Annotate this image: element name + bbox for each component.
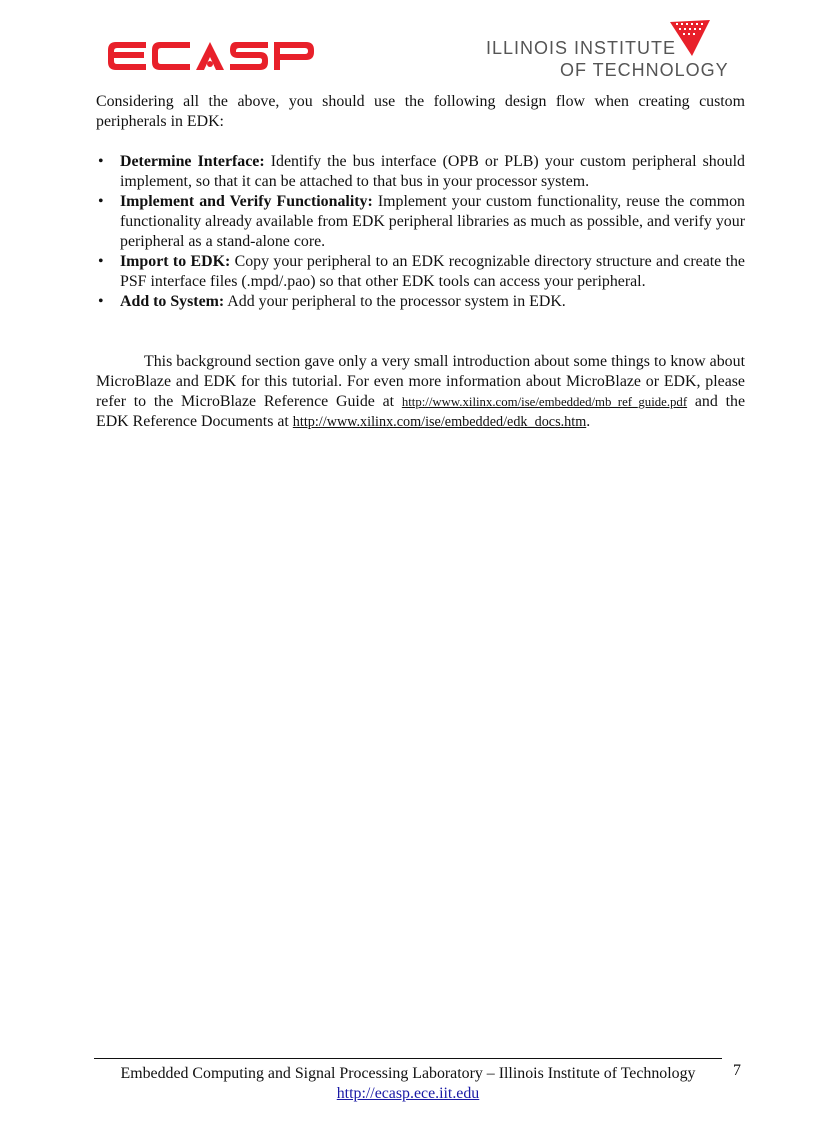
footer-divider — [94, 1058, 722, 1059]
summary-paragraph — [96, 352, 745, 432]
intro-paragraph: Considering all the above, you should use the following design flow when creating custom peripherals in EDK: — [96, 93, 745, 130]
footer-website-link[interactable]: http://ecasp.ece.iit.edu — [336, 1085, 480, 1102]
footer-link-wrap — [94, 1084, 722, 1104]
summary-text-3: . — [586, 413, 591, 430]
step-text: Add your peripheral to the processor system in EDK. — [224, 293, 566, 310]
step-text: Implement your custom functionality, reuse the common functionality already available from EDK peripheral libraries as much as possible, and verify your peripheral as a stand-alone core. — [120, 193, 745, 250]
iit-logo-line2: OF TECHNOLOGY — [560, 60, 729, 80]
summary-text-2: and the EDK Reference Documents at — [96, 393, 745, 430]
step-title: Determine Interface: — [120, 153, 265, 170]
step-text: Copy your peripheral to an EDK recognizable directory structure and create the PSF interface files (.mpd/.pao) so that other EDK tools can access your peripheral. — [120, 253, 745, 290]
list-item — [96, 252, 745, 292]
summary-text-1: This background section gave only a very small introduction about some things to know about MicroBlaze and EDK for this tutorial. For even more information about MicroBlaze or EDK, please refer to the MicroBlaze Reference Guide at — [96, 353, 745, 410]
edk-docs-link[interactable]: http://www.xilinx.com/ise/embedded/edk_docs.htm — [292, 414, 587, 430]
step-text: Identify the bus interface (OPB or PLB) your custom peripheral should implement, so that it can be attached to that bus in your processor system. — [120, 153, 745, 190]
ecasp-logo — [108, 40, 320, 74]
design-flow-list — [96, 152, 745, 312]
mb-ref-guide-link[interactable]: http://www.xilinx.com/ise/embedded/mb_ref_guide.pdf — [401, 395, 688, 409]
bullet: • — [98, 293, 104, 310]
document-body — [96, 92, 745, 432]
list-item — [96, 292, 745, 312]
step-title: Import to EDK: — [120, 253, 231, 270]
list-item — [96, 152, 745, 192]
step-title: Add to System: — [120, 293, 225, 310]
bullet: • — [98, 153, 104, 170]
iit-shield-icon — [668, 18, 712, 58]
list-item — [96, 192, 745, 252]
bullet: • — [98, 193, 104, 210]
ecasp-logo-graphic — [108, 40, 320, 74]
iit-logo-line1: ILLINOIS INSTITUTE — [486, 38, 677, 58]
bullet: • — [98, 253, 104, 270]
page-number: 7 — [733, 1062, 741, 1079]
iit-logo — [484, 18, 734, 82]
footer-lab-name: Embedded Computing and Signal Processing Laboratory – Illinois Institute of Technology — [120, 1065, 696, 1082]
step-title: Implement and Verify Functionality: — [120, 193, 373, 210]
